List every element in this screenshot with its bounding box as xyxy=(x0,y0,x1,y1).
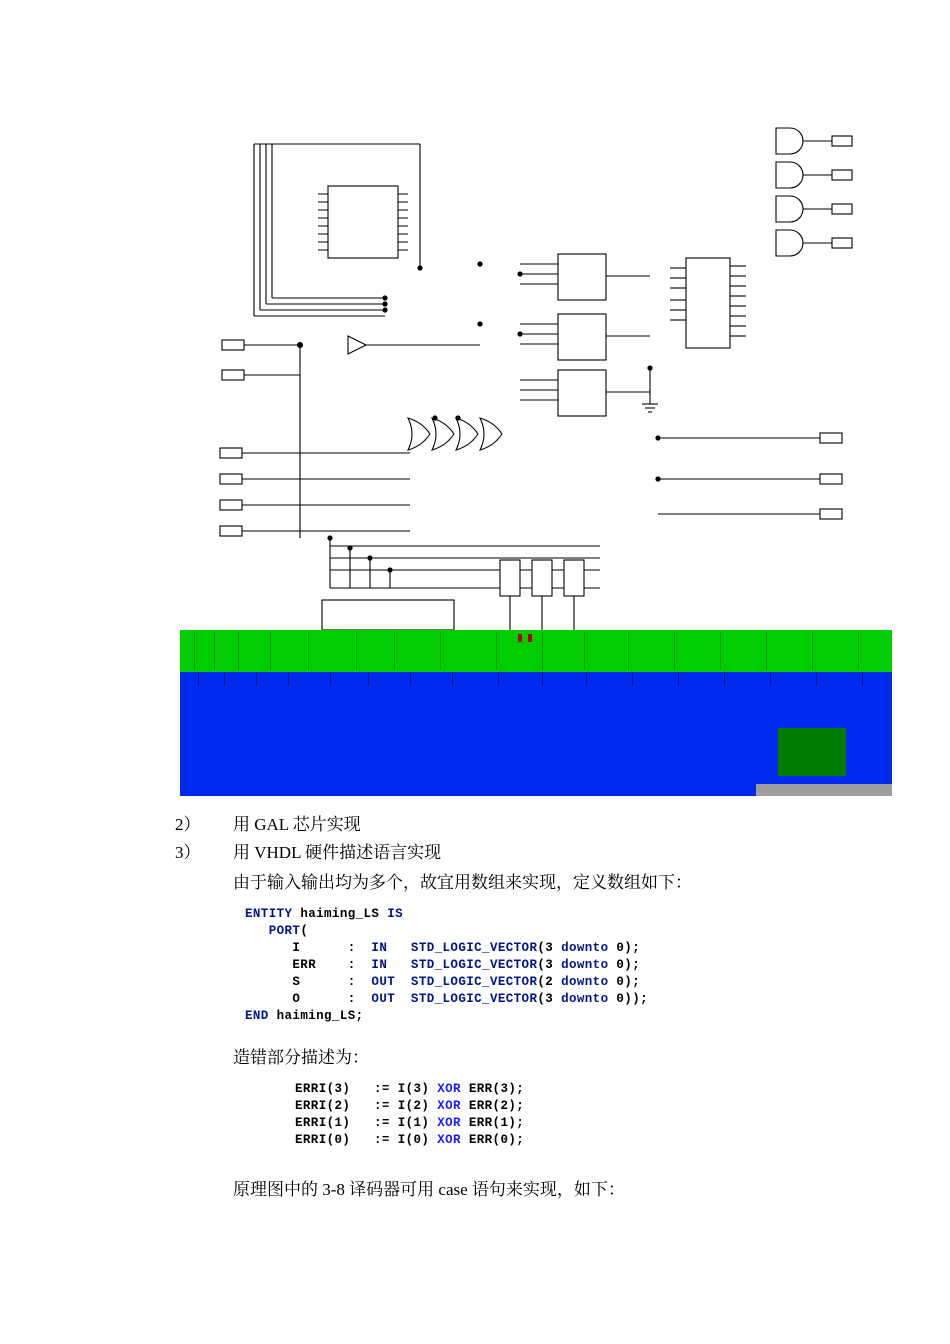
code-block-xor xyxy=(295,1081,875,1149)
list-item xyxy=(175,840,875,866)
toolbar-green-band xyxy=(180,630,892,672)
code-line: O : OUT STD_LOGIC_VECTOR(3 downto 0)); xyxy=(245,992,649,1006)
list-item-number: 3） xyxy=(175,843,201,862)
inner-green-panel xyxy=(778,728,846,776)
window-status-bar xyxy=(756,784,892,796)
list-item xyxy=(175,812,875,838)
code-line: ERRI(0) := I(0) XOR ERR(0); xyxy=(295,1133,525,1147)
code-line: ENTITY haiming_LS IS xyxy=(245,907,404,921)
list-item-label: 用 VHDL 硬件描述语言实现 xyxy=(233,843,442,862)
paragraph-decoder-intro: 原理图中的 3-8 译码器可用 case 语句来实现，如下： xyxy=(233,1180,625,1199)
schematic-figure xyxy=(180,118,892,796)
document-body xyxy=(175,812,875,1205)
eda-window-strip xyxy=(180,630,892,796)
code-line: S : OUT STD_LOGIC_VECTOR(2 downto 0); xyxy=(245,975,641,989)
paragraph-error-intro: 造错部分描述为： xyxy=(233,1048,369,1067)
paragraph-array-intro: 由于输入输出均为多个，故宜用数组来实现，定义数组如下： xyxy=(233,873,692,892)
list-item-label: 用 GAL 芯片实现 xyxy=(233,815,361,834)
code-line: ERR : IN STD_LOGIC_VECTOR(3 downto 0); xyxy=(245,958,641,972)
window-bottom-blue xyxy=(180,784,756,796)
code-line: ERRI(2) := I(2) XOR ERR(2); xyxy=(295,1099,525,1113)
code-line: I : IN STD_LOGIC_VECTOR(3 downto 0); xyxy=(245,941,641,955)
canvas-blue-area xyxy=(180,672,892,784)
code-line: ERRI(1) := I(1) XOR ERR(1); xyxy=(295,1116,525,1130)
code-line: END haiming_LS; xyxy=(245,1009,364,1023)
code-block-entity xyxy=(245,906,875,1025)
code-line: ERRI(3) := I(3) XOR ERR(3); xyxy=(295,1082,525,1096)
code-line: PORT( xyxy=(268,924,309,938)
list-item-number: 2） xyxy=(175,815,201,834)
